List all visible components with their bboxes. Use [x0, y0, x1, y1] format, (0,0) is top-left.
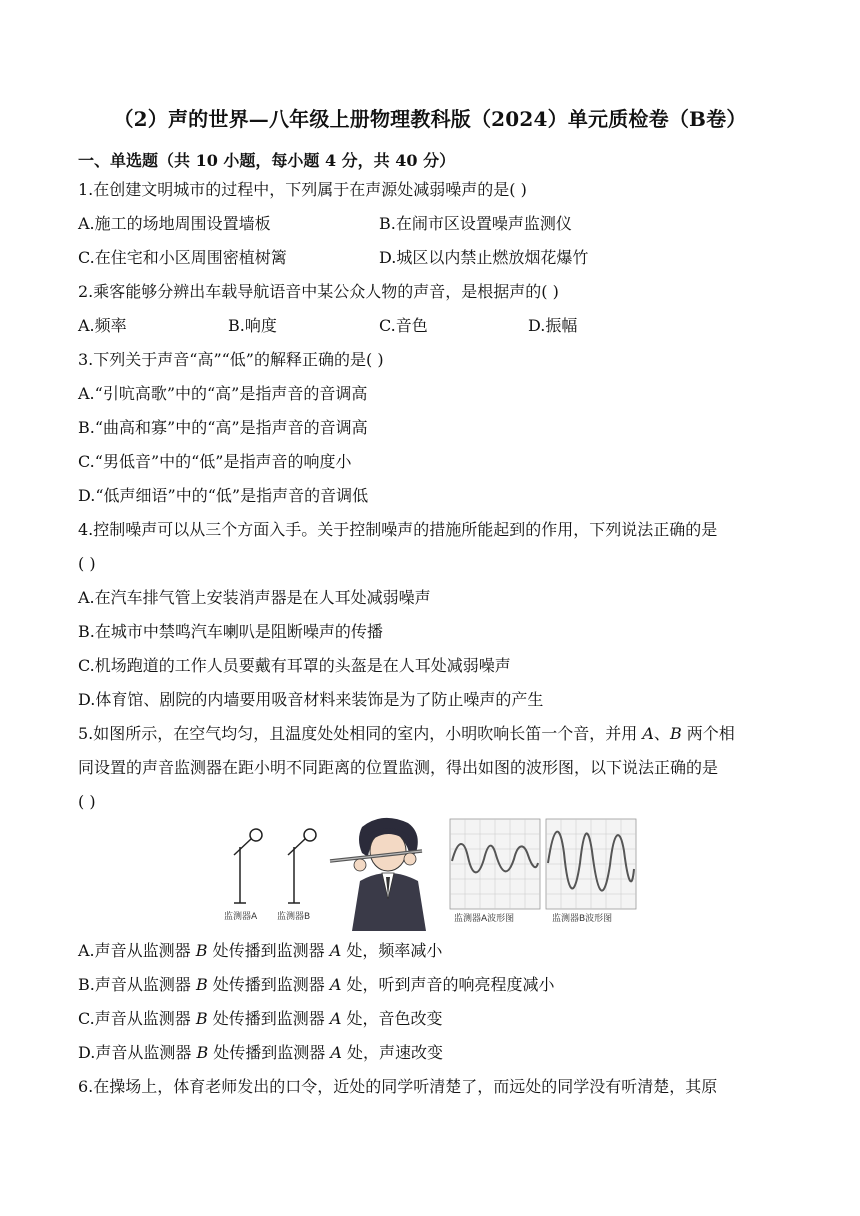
- caption-monitor-b: 监测器B: [277, 912, 311, 922]
- q3-option-a: A.“引吭高歌”中的“高”是指声音的音调高: [78, 384, 368, 403]
- q2-option-a: A.频率: [78, 316, 127, 335]
- q1-option-c: C.在住宅和小区周围密植树篱: [78, 248, 287, 267]
- q5-d-from: B: [196, 1043, 209, 1062]
- q5-b-prefix: B.声音从监测器: [78, 975, 196, 994]
- q5-b-suffix: 处，听到声音的响亮程度减小: [341, 975, 555, 994]
- q5-c-mid: 处传播到监测器: [207, 1009, 330, 1028]
- q5-d-to: A: [330, 1043, 342, 1062]
- q2-option-d: D.振幅: [528, 316, 578, 335]
- q1-option-a: A.施工的场地周围设置墙板: [78, 214, 271, 233]
- q5-letter-a: A: [642, 724, 654, 743]
- q5-a-mid: 处传播到监测器: [207, 941, 330, 960]
- q5-stem-line2: 同设置的声音监测器在距小明不同距离的位置监测，得出如图的波形图，以下说法正确的是: [78, 758, 719, 777]
- q6-stem: 6.在操场上，体育老师发出的口令，近处的同学听清楚了，而远处的同学没有听清楚，其原: [78, 1077, 718, 1096]
- q5-stem-text-a: 5.如图所示，在空气均匀，且温度处处相同的室内，小明吹响长笛一个音，并用: [78, 724, 643, 743]
- q5-c-to: A: [329, 1009, 342, 1028]
- q3-option-b: B.“曲高和寡”中的“高”是指声音的音调高: [78, 418, 368, 437]
- q5-stem-line1: [78, 724, 735, 744]
- monitor-a-icon: [234, 829, 262, 903]
- q5-c-suffix: 处，音色改变: [341, 1009, 443, 1028]
- q4-answer-paren: ( ): [78, 554, 96, 573]
- q4-option-c: C.机场跑道的工作人员要戴有耳罩的头盔是在人耳处减弱噪声: [78, 656, 511, 675]
- q5-option-a: [78, 941, 442, 961]
- q2-stem: 2.乘客能够分辨出车载导航语音中某公众人物的声音，是根据声的( ): [78, 282, 559, 301]
- q5-a-from: B: [195, 941, 208, 960]
- q3-stem: 3.下列关于声音“高”“低”的解释正确的是( ): [78, 350, 384, 369]
- q1-stem: 1.在创建文明城市的过程中，下列属于在声源处减弱噪声的是( ): [78, 180, 527, 199]
- q5-answer-paren: ( ): [78, 792, 96, 811]
- caption-waveform-b: 监测器B波形图: [552, 914, 613, 924]
- waveform-b-chart: [546, 819, 636, 909]
- section-heading: 一、单选题（共 10 小题，每小题 4 分，共 40 分）: [78, 151, 456, 170]
- q4-option-d: D.体育馆、剧院的内墙要用吸音材料来装饰是为了防止噪声的产生: [78, 690, 544, 709]
- q5-d-mid: 处传播到监测器: [208, 1043, 331, 1062]
- q5-option-d: [78, 1043, 443, 1063]
- q5-option-c: [78, 1009, 442, 1029]
- q5-a-suffix: 处，频率减小: [341, 941, 443, 960]
- q3-option-d: D.“低声细语”中的“低”是指声音的音调低: [78, 486, 369, 505]
- q4-stem: 4.控制噪声可以从三个方面入手。关于控制噪声的措施所能起到的作用，下列说法正确的是: [78, 520, 718, 539]
- waveform-a-chart: [450, 819, 540, 909]
- q5-d-prefix: D.声音从监测器: [78, 1043, 197, 1062]
- q4-option-b: B.在城市中禁鸣汽车喇叭是阻断噪声的传播: [78, 622, 383, 641]
- q5-b-from: B: [195, 975, 208, 994]
- q5-stem-text-b: 、: [653, 724, 670, 743]
- q5-b-mid: 处传播到监测器: [207, 975, 330, 994]
- flute-player-illustration: [330, 818, 426, 931]
- q1-option-b: B.在闹市区设置噪声监测仪: [379, 214, 572, 233]
- q5-stem-text-c: 两个相: [681, 724, 735, 743]
- q5-a-to: A: [329, 941, 342, 960]
- q5-b-to: A: [329, 975, 342, 994]
- q5-option-b: [78, 975, 555, 995]
- q2-option-b: B.响度: [228, 316, 277, 335]
- q5-a-prefix: A.声音从监测器: [78, 941, 196, 960]
- q1-option-d: D.城区以内禁止燃放烟花爆竹: [379, 248, 589, 267]
- monitor-b-icon: [288, 829, 316, 903]
- page-title: （2）声的世界—八年级上册物理教科版（2024）单元质检卷（B卷）: [113, 107, 747, 131]
- q5-letter-b: B: [669, 724, 682, 743]
- q5-c-from: B: [195, 1009, 208, 1028]
- q4-option-a: A.在汽车排气管上安装消声器是在人耳处减弱噪声: [78, 588, 431, 607]
- caption-waveform-a: 监测器A波形图: [454, 914, 515, 924]
- q3-option-c: C.“男低音”中的“低”是指声音的响度小: [78, 452, 352, 471]
- q5-figure: [222, 813, 642, 931]
- q2-option-c: C.音色: [379, 316, 428, 335]
- caption-monitor-a: 监测器A: [224, 912, 258, 922]
- q5-d-suffix: 处，声速改变: [341, 1043, 444, 1062]
- q5-c-prefix: C.声音从监测器: [78, 1009, 196, 1028]
